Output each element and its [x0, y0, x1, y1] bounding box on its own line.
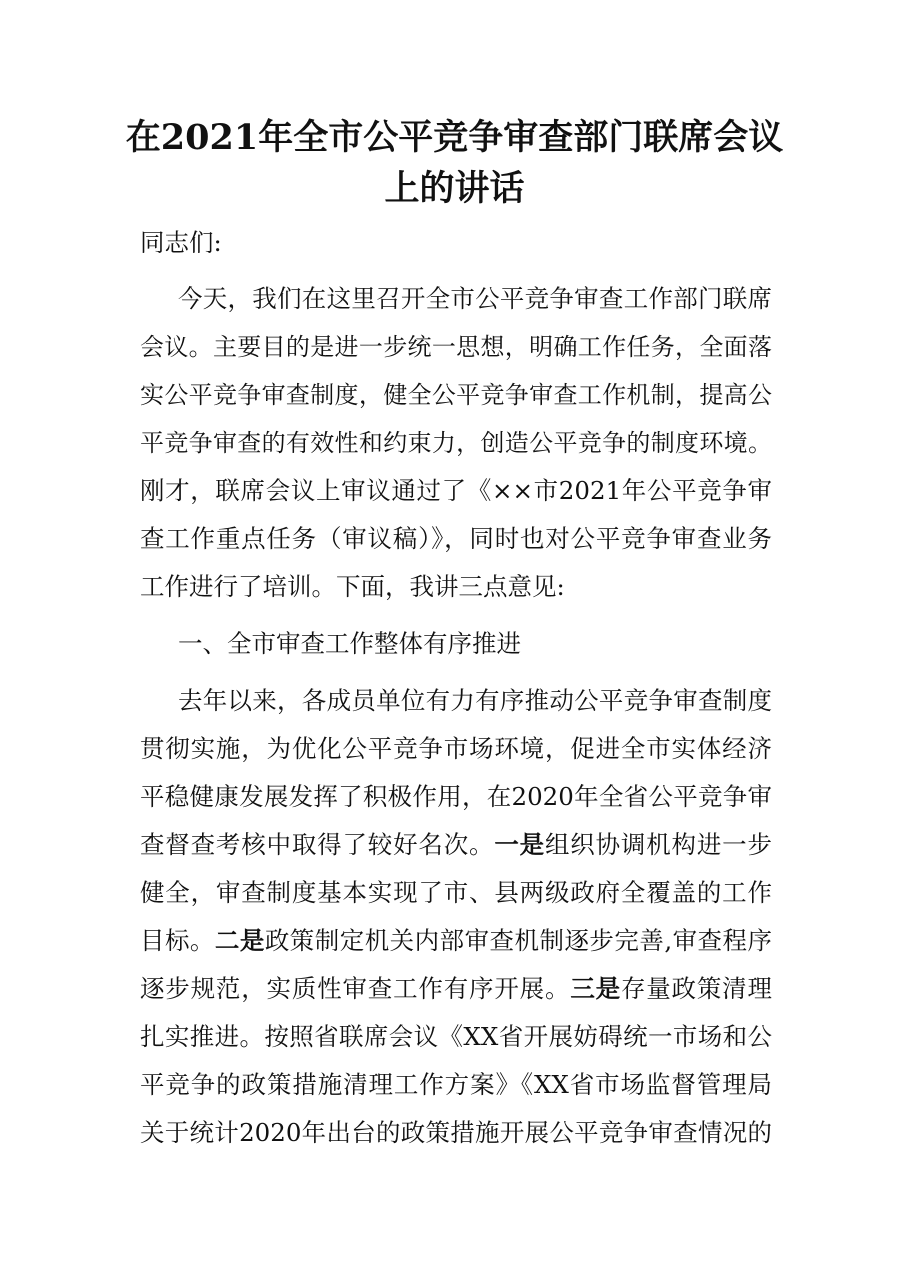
point-marker-two: 二是: [214, 926, 265, 955]
paragraph-1-line: 查工作重点任务（审议稿）》，同时也对公平竞争审查业务: [140, 524, 772, 553]
paragraph-1-line: 工作进行了培训。下面，我讲三点意见:: [140, 572, 565, 601]
paragraph-2-line: 关于统计2020年出台的政策措施开展公平竞争审查情况的: [140, 1118, 772, 1147]
paragraph-2-line: [140, 971, 772, 1007]
document-title-line-1: 在2021年全市公平竞争审查部门联席会议: [125, 117, 784, 158]
paragraph-2-text: 查督查考核中取得了较好名次。: [140, 830, 495, 859]
paragraph-2-line: 平竞争的政策措施清理工作方案》《XX省市场监督管理局: [140, 1070, 772, 1099]
point-marker-three: 三是: [570, 974, 621, 1003]
paragraph-2-text: 政策制定机关内部审查机制逐步完善,审查程序: [264, 926, 772, 955]
paragraph-2-text: 目标。: [140, 926, 215, 955]
paragraph-2-text: 组织协调机构进一步: [545, 830, 772, 859]
paragraph-2-line: 扎实推进。按照省联席会议《XX省开展妨碍统一市场和公: [140, 1022, 772, 1051]
paragraph-2-line: 健全，审查制度基本实现了市、县两级政府全覆盖的工作: [140, 878, 772, 907]
paragraph-2-text: 逐步规范，实质性审查工作有序开展。: [140, 974, 571, 1003]
paragraph-1-line: 会议。主要目的是进一步统一思想，明确工作任务，全面落: [140, 333, 772, 361]
greeting: 同志们:: [140, 228, 222, 257]
paragraph-1-line: 今天，我们在这里召开全市公平竞争审查工作部门联席: [178, 284, 772, 313]
paragraph-2-line: [140, 923, 772, 959]
section-heading-1: 一、全市审查工作整体有序推进: [178, 629, 521, 658]
paragraph-1-line: 平竞争审查的有效性和约束力，创造公平竞争的制度环境。: [140, 429, 772, 457]
paragraph-1-line: 实公平竞争审查制度，健全公平竞争审查工作机制，提高公: [140, 381, 772, 409]
point-marker-one: 一是: [494, 830, 545, 859]
document-title-line-2: 上的讲话: [384, 168, 525, 209]
paragraph-2-line: 贯彻实施，为优化公平竞争市场环境，促进全市实体经济: [140, 734, 772, 763]
paragraph-1-line: 刚才，联席会议上审议通过了《××市2021年公平竞争审: [140, 476, 772, 505]
paragraph-2-text: 存量政策清理: [620, 974, 772, 1003]
paragraph-2-line: 去年以来，各成员单位有力有序推动公平竞争审查制度: [178, 686, 772, 715]
paragraph-2-line: [140, 827, 772, 863]
paragraph-2-line: 平稳健康发展发挥了积极作用，在2020年全省公平竞争审: [140, 782, 772, 811]
